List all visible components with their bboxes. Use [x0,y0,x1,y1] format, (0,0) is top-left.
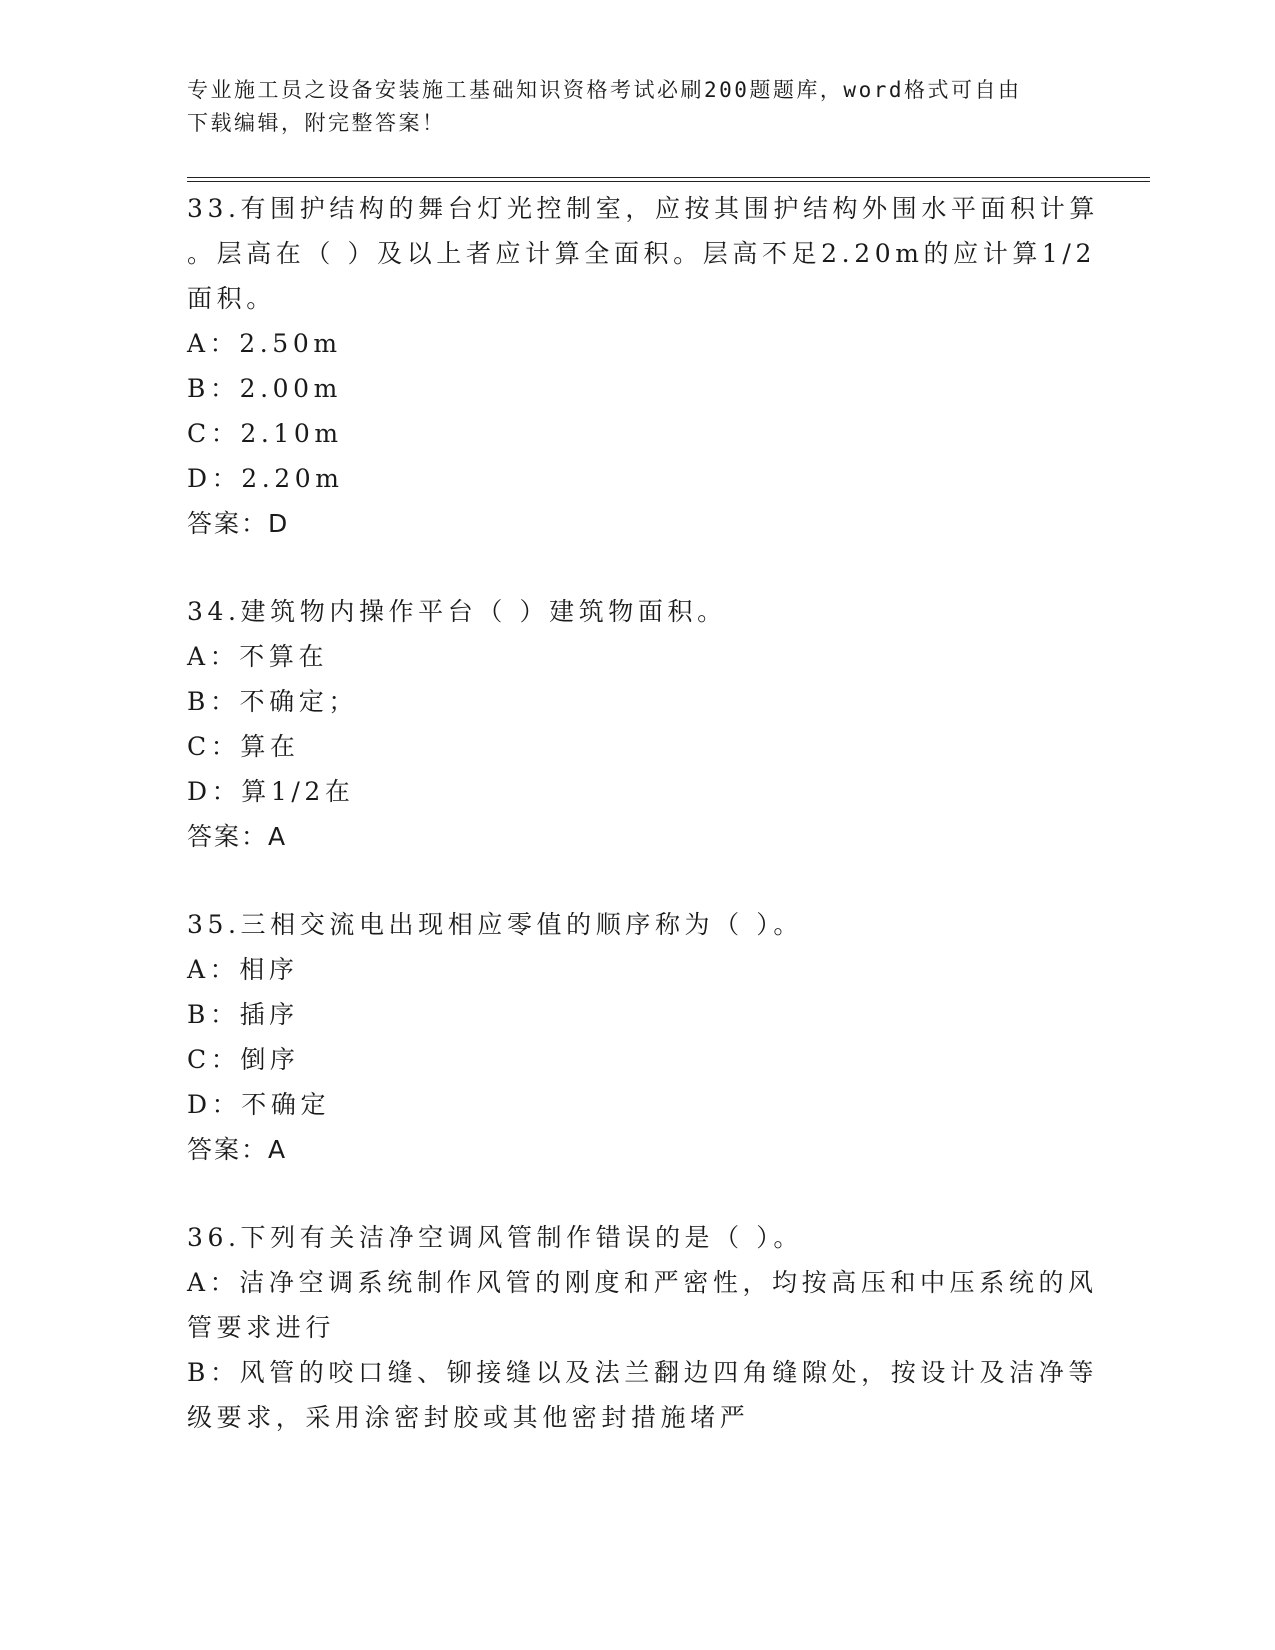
option-b: B：2.00m [187,374,342,403]
option-b: B：不确定； [187,687,358,716]
question-35 [187,902,1087,1172]
question-text: 34.建筑物内操作平台（ ）建筑物面积。 [187,597,727,626]
question-gap [187,859,1087,902]
answer: 答案：A [187,822,288,851]
option-d: D：2.20m [187,464,344,493]
question-34 [187,589,1087,859]
option-a: A：洁净空调系统制作风管的刚度和严密性，均按高压和中压系统的风 [187,1268,1098,1297]
question-gap [187,546,1087,589]
question-text: 面积。 [187,284,276,313]
option-a-continued: 管要求进行 [187,1313,336,1342]
question-list [187,186,1099,1440]
question-36 [187,1215,1098,1440]
option-c: C：2.10m [187,419,343,448]
option-b: B：风管的咬口缝、铆接缝以及法兰翻边四角缝隙处，按设计及洁净等 [187,1358,1098,1387]
header-line: 专业施工员之设备安装施工基础知识资格考试必刷200题题库，word格式可自由 [187,78,1022,102]
question-text: 36.下列有关洁净空调风管制作错误的是（ ）。 [187,1223,804,1252]
header-divider [187,181,1150,182]
question-text: 33.有围护结构的舞台灯光控制室，应按其围护结构外围水平面积计算 [187,194,1099,223]
question-gap [187,1172,1087,1215]
header-divider [187,177,1150,178]
document-header [187,74,1067,140]
option-b: B：插序 [187,1000,299,1029]
question-text: 35.三相交流电出现相应零值的顺序称为（ ）。 [187,910,804,939]
option-c: C：算在 [187,732,300,761]
option-c: C：倒序 [187,1045,300,1074]
answer: 答案：A [187,1135,288,1164]
option-d: D：不确定 [187,1090,331,1119]
option-a: A：不算在 [187,642,329,671]
question-text: 。层高在（ ）及以上者应计算全面积。层高不足2.20m的应计算1/2 [187,239,1096,268]
header-line: 下载编辑，附完整答案！ [187,111,446,135]
option-b-continued: 级要求，采用涂密封胶或其他密封措施堵严 [187,1403,750,1432]
answer: 答案：D [187,509,290,538]
option-d: D：算1/2在 [187,777,355,806]
option-a: A：相序 [187,955,299,984]
question-33 [187,186,1099,546]
option-a: A：2.50m [187,329,342,358]
